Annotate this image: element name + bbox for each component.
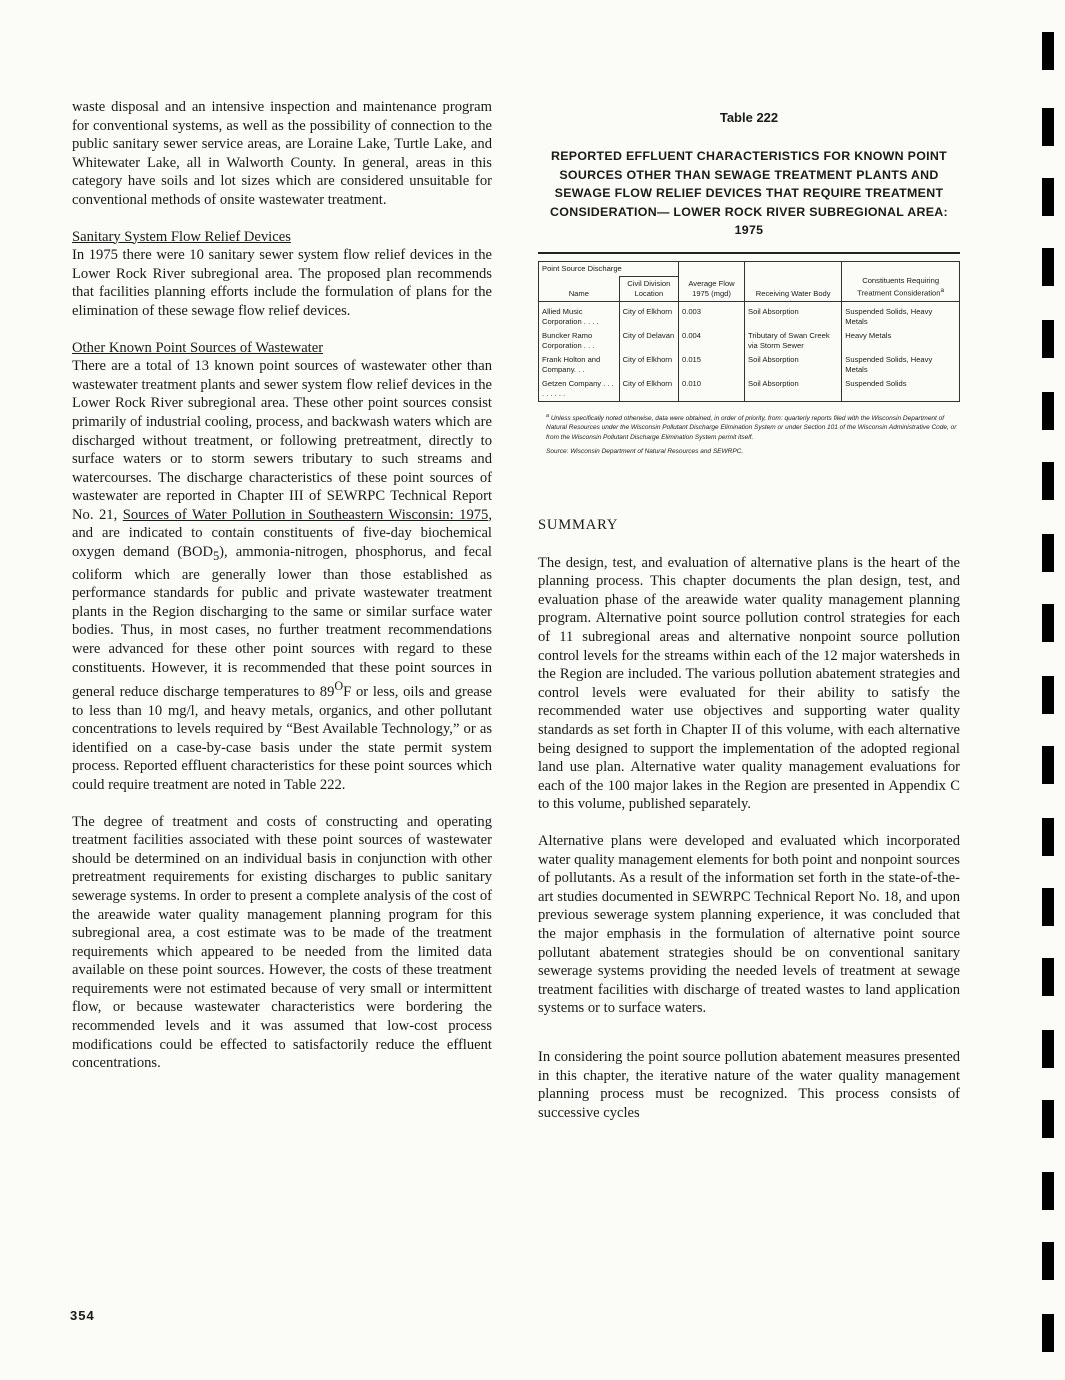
text-run: ), ammonia-nitrogen, phosphorus, and fecal coliform which are generally lower than those established as performance standards for public and private wastewater treatment plants in the Region discharging to the same or similar surface water bodies. Thus, in most cases, no further treatment recommendations were advanced for these other point sources with regard to these constituents. However, it is recommended that these point sources in general reduce discharge temperatures to 89 <box>72 544 492 700</box>
scan-mark <box>1042 1172 1054 1210</box>
scan-mark <box>1042 1314 1054 1352</box>
cell-flow: 0.015 <box>678 353 744 377</box>
cell-flow: 0.010 <box>678 377 744 402</box>
table-number: Table 222 <box>719 110 779 125</box>
cell-civil: City of Delavan <box>619 329 678 353</box>
cell-constituents: Suspended Solids, Heavy Metals <box>842 301 960 329</box>
table-row <box>539 353 960 377</box>
cell-name: Allied Music Corporation . . . . <box>539 301 620 329</box>
header-civil-division: Civil Division Location <box>619 276 678 301</box>
text-run: There are a total of 13 known point sources of wastewater other than wastewater treatment plants and sewer system flow relief devices in the Lower Rock River subregional area. These other point sources consist primarily of industrial cooling, process, and backwash waters which are discharged without treatment, or following pretreatment, directly to surface waters or to storm sewers tributary to such streams and watercourses. The discharge characteristics of these point sources of wastewater are reported in Chapter III of SEWRPC Technical Report No. 21, <box>72 358 492 523</box>
summary-paragraph-1: The design, test, and evaluation of alternative plans is the heart of the planning process. This chapter documents the plan design, test, and evaluation phase of the areawide water quality management planning program. Alternative point source pollution control strategies for each of 11 subregional areas and alternative nonpoint source pollution control levels for the streams within each of the 12 major watersheds in the Region are included. The various pollution abatement strategies and control levels were evaluated for their ability to satisfy the recommended water use objectives and supporting water quality standards as set forth in Chapter II of this volume, with each alternative being designed to support the implementation of the adopted regional land use plan. Alternative water quality management evaluations for each of the 100 major lakes in the Region are presented in Appendix C to this volume, published separately. <box>538 554 960 813</box>
scan-mark <box>1042 1030 1054 1068</box>
summary-paragraph-2: Alternative plans were developed and evaluated which incorporated water quality management elements for both point and nonpoint sources of pollutants. As a result of the information set forth in the state-of-the-art studies documented in SEWRPC Technical Report No. 18, and upon previous sewerage system planning experience, it was concluded that the major emphasis in the formulation of alternative point source pollutant abatement strategies should be on conventional sanitary sewerage systems providing the needed levels of treatment at sewage treatment facilities with discharge of treated wastes to land application systems or to surface waters. <box>538 832 960 1017</box>
left-column <box>72 98 492 1073</box>
header-flow: Average Flow 1975 (mgd) <box>678 261 744 301</box>
text-run: , and are indicated to contain constituents of five-day biochemical oxygen demand (BOD <box>72 506 492 561</box>
table-title: REPORTED EFFLUENT CHARACTERISTICS FOR KNOWN POINT SOURCES OTHER THAN SEWAGE TREATMENT PLANTS AND SEWAGE FLOW RELIEF DEVICES THAT REQUIRE TREATMENT CONSIDERATION— LOWER ROCK RIVER SUBREGIONAL AREA: 1975 <box>550 149 948 237</box>
header-receiving-body: Receiving Water Body <box>745 261 842 301</box>
scan-mark <box>1042 888 1054 926</box>
cell-constituents: Suspended Solids <box>842 377 960 402</box>
cell-constituents: Suspended Solids, Heavy Metals <box>842 353 960 377</box>
cell-body: Tributary of Swan Creek via Storm Sewer <box>745 329 842 353</box>
table-row <box>539 329 960 353</box>
scan-mark <box>1042 676 1054 714</box>
paragraph-flow-relief: In 1975 there were 10 sanitary sewer system flow relief devices in the Lower Rock River subregional area. The proposed plan recommends that facilities planning efforts include the formulation of plans for the elimination of these sewage flow relief devices. <box>72 247 492 319</box>
header-constituents-text: Constituents Requiring Treatment Consideration <box>857 275 941 298</box>
heading-flow-relief-devices: Sanitary System Flow Relief Devices <box>72 228 291 245</box>
table-row <box>539 301 960 329</box>
header-point-source-discharge: Point Source Discharge <box>539 261 679 276</box>
cell-name: Getzen Company . . . . . . . . . <box>539 377 620 402</box>
summary-paragraph-3: In considering the point source pollution abatement measures presented in this chapter, the iterative nature of the water quality management planning process must be recognized. This process consists of successive cycles <box>538 1048 960 1121</box>
table-footnote <box>538 412 960 457</box>
effluent-table <box>538 261 960 402</box>
superscript: O <box>334 679 344 694</box>
cell-flow: 0.004 <box>678 329 744 353</box>
table-source: Source: Wisconsin Department of Natural Resources and SEWRPC. <box>546 448 744 456</box>
scan-mark <box>1042 534 1054 572</box>
right-column <box>538 110 960 1122</box>
scan-mark <box>1042 462 1054 500</box>
cell-flow: 0.003 <box>678 301 744 329</box>
report-title: Sources of Water Pollution in Southeastern Wisconsin: 1975 <box>122 506 489 523</box>
cell-name: Buncker Ramo Corporation . . . <box>539 329 620 353</box>
scan-mark <box>1042 1242 1054 1280</box>
footnote-text: Unless specifically noted otherwise, data were obtained, in order of priority, from: quarterly reports filed with the Wisconsin Department of Natural Resources under the Wisconsin Pollutant Discharge Elimination System or under Section 101 of the Wisconsin Administrative Code, or from the Wisconsin Pollutant Discharge Elimination System permit itself. <box>546 414 957 441</box>
scan-mark <box>1042 958 1054 996</box>
footnote-mark: a <box>940 286 945 294</box>
scan-mark <box>1042 392 1054 430</box>
table-row <box>539 377 960 402</box>
cell-body: Soil Absorption <box>745 377 842 402</box>
cell-civil: City of Elkhorn <box>619 377 678 402</box>
header-name: Name <box>539 276 620 301</box>
cell-body: Soil Absorption <box>745 301 842 329</box>
paragraph-treatment-costs: The degree of treatment and costs of constructing and operating treatment facilities associated with these point sources of wastewater should be determined on an individual basis in conjunction with other pretreatment requirements for existing discharges to public sanitary sewerage systems. In order to present a complete analysis of the cost of the areawide water quality management planning program for this subregional area, a cost estimate was to be made of the treatment requirements which appeared to be needed from the limited data available on these point sources. However, the costs of these treatment requirements were not estimated because of very small or intermittent flow, or because wastewater characteristics were bordering the recommended levels and it was assumed that low-cost process modifications could be effected to satisfactorily reduce the effluent concentrations. <box>72 813 492 1072</box>
scan-mark <box>1042 818 1054 856</box>
heading-other-point-sources: Other Known Point Sources of Wastewater <box>72 339 324 356</box>
cell-civil: City of Elkhorn <box>619 353 678 377</box>
paragraph-other-point-sources <box>72 357 492 794</box>
summary-heading: SUMMARY <box>538 516 619 533</box>
footnote-mark: a <box>546 412 550 419</box>
scan-mark <box>1042 178 1054 216</box>
scan-mark <box>1042 604 1054 642</box>
text-run: F or less, oils and grease to less than 10 mg/l, and heavy metals, organics, and other pollutant concentrations to levels required by “Best Available Technology,” or as identified on a case-by-case basis under the state permit system process. Reported effluent characteristics for these point sources which could require treatment are noted in Table 222. <box>72 683 493 793</box>
table-rule <box>538 252 960 254</box>
scan-mark <box>1042 1100 1054 1138</box>
cell-constituents: Heavy Metals <box>842 329 960 353</box>
scan-mark <box>1042 248 1054 286</box>
cell-name: Frank Holton and Company. . . <box>539 353 620 377</box>
header-constituents <box>842 261 960 301</box>
subscript: 5 <box>213 548 220 563</box>
scan-mark <box>1042 108 1054 146</box>
cell-body: Soil Absorption <box>745 353 842 377</box>
page-number: 354 <box>70 1308 95 1323</box>
scan-mark <box>1042 746 1054 784</box>
scan-mark <box>1042 32 1054 70</box>
scan-mark <box>1042 320 1054 358</box>
cell-civil: City of Elkhorn <box>619 301 678 329</box>
paragraph-waste-disposal: waste disposal and an intensive inspection and maintenance program for conventional systems, as well as the possibility of connection to the public sanitary sewer service areas, are Loraine Lake, Turtle Lake, and Whitewater Lake, all in Walworth County. In general, areas in this category have soils and lot sizes which are considered unsuitable for conventional methods of onsite wastewater treatment. <box>72 99 492 208</box>
